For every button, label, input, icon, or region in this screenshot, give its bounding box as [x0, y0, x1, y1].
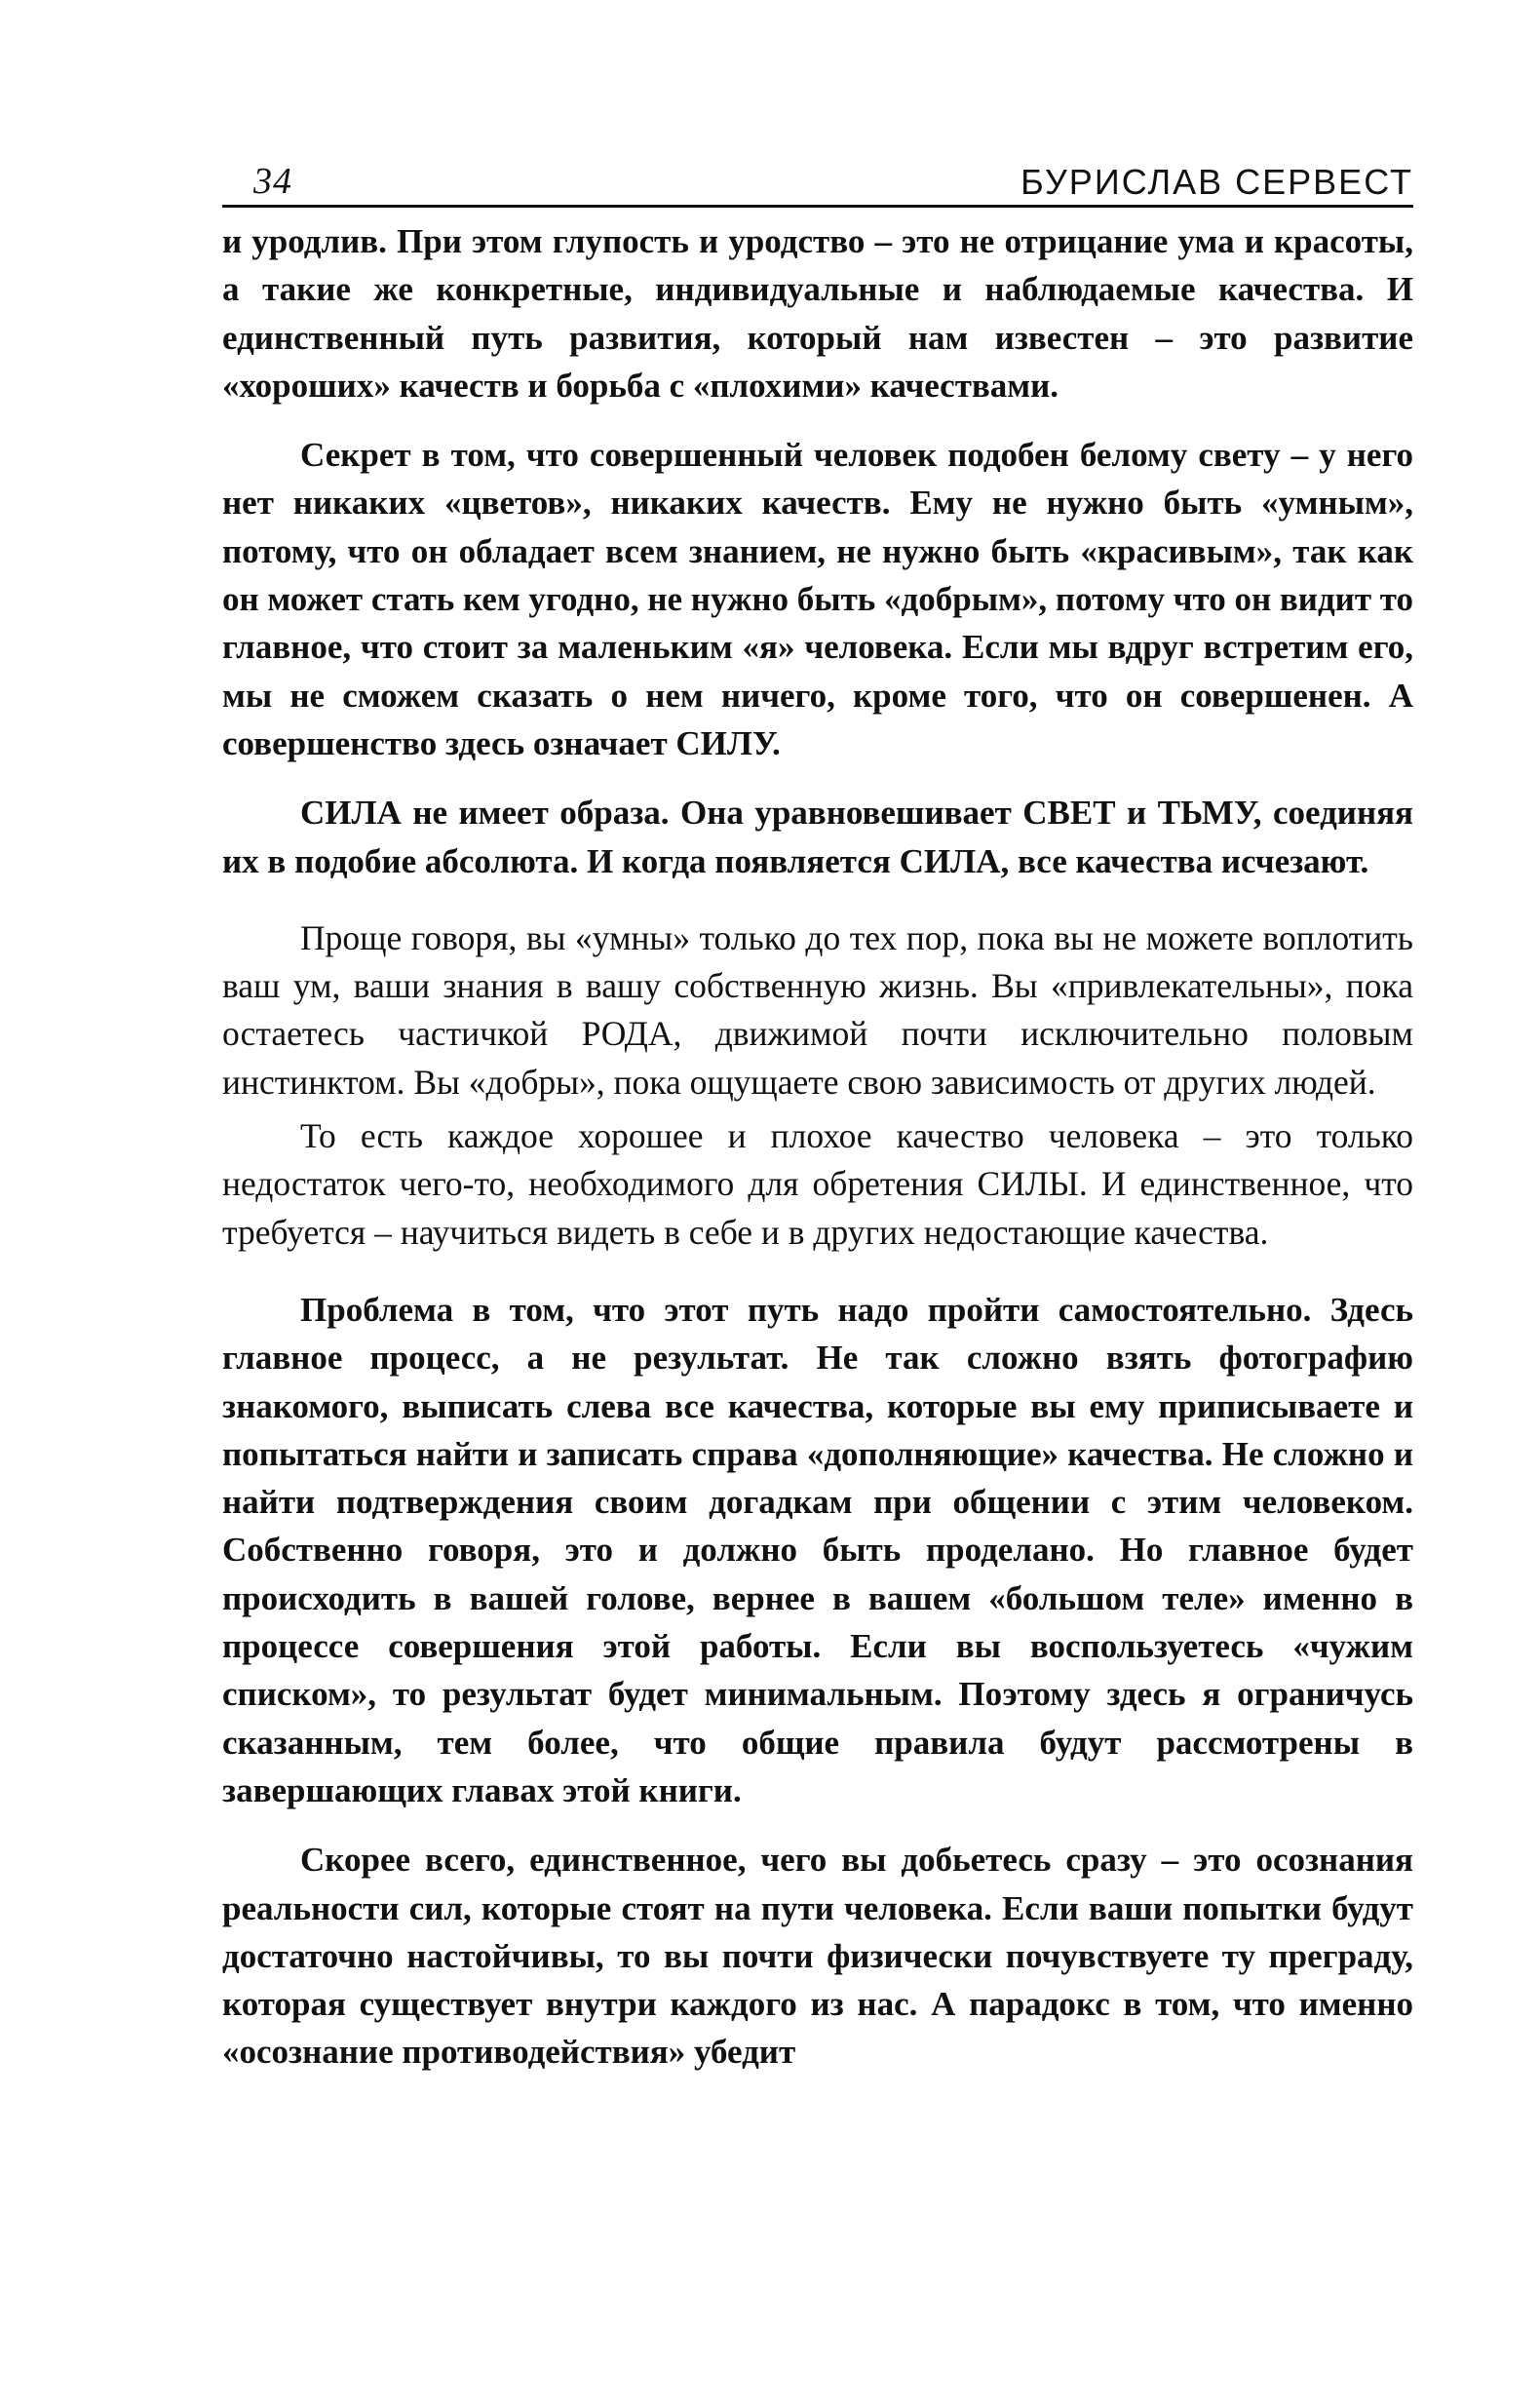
paragraph-sila: СИЛА не имеет образа. Она уравновешивает СВЕТ и ТЬМУ, соединяя их в подобие абсолюта. И когда появляется СИЛА, все качества исчезают. — [222, 794, 1413, 880]
paragraph-simply-put: Проще говоря, вы «умны» только до тех пор, пока вы не можете воплотить ваш ум, ваши знания в вашу собственную жизнь. Вы «привлекательны», пока остаетесь частичкой РОДА, движимой почти исключительно половым инстинктом. Вы «добры», пока ощущаете свою зависимость от других людей. — [222, 917, 1413, 1102]
paragraph-each-quality: То есть каждое хорошее и плохое качество человека – это только недостаток чего-то, необходимого для обретения СИЛЫ. И единственное, что требуется – научиться видеть в себе и в других недостающие качества. — [222, 1116, 1413, 1252]
paragraph-problem: Проблема в том, что этот путь надо пройти самостоятельно. Здесь главное процесс, а не результат. Не так сложно взять фотографию знакомого, выписать слева все качества, которые вы ему приписываете и попытаться найти и записать справа «дополняющие» качества. Не сложно и найти подтверждения своим догадкам при общении с этим человеком. Собственно говоря, это и должно быть проделано. Но главное будет происходить в вашей голове, вернее в вашем «большом теле» именно в процессе совершения этой работы. Если вы воспользуетесь «чужим списком», то результат будет минимальным. Поэтому здесь я ограничусь сказанным, тем более, что общие правила будут рассмотрены в завершающих главах этой книги. — [222, 1290, 1413, 1809]
running-header — [222, 146, 1413, 208]
body-text — [222, 217, 1413, 2077]
header-author: БУРИСЛАВ СЕРВЕСТ — [1020, 162, 1413, 202]
page-number: 34 — [253, 161, 292, 202]
book-page — [222, 146, 1413, 2077]
paragraph-most-likely: Скорее всего, единственное, чего вы добьетесь сразу – это осознания реальности сил, которые стоят на пути человека. Если ваши попытки будут достаточно настойчивы, то вы почти физически почувствуете ту преграду, которая существует внутри каждого из нас. А парадокс в том, что именно «осознание противодействия» убедит — [222, 1841, 1413, 2072]
paragraph-continuation: и уродлив. При этом глупость и уродство – это не отрицание ума и красоты, а такие же конкретные, индивидуальные и наблюдаемые качества. И единственный путь развития, который нам известен – это развитие «хороших» качеств и борьба с «плохими» качествами. — [222, 222, 1413, 405]
paragraph-secret: Секрет в том, что совершенный человек подобен белому свету – у него нет никаких «цветов», никаких качеств. Ему не нужно быть «умным», потому, что он обладает всем знанием, не нужно быть «красивым», так как он может стать кем угодно, не нужно быть «добрым», потому что он видит то главное, что стоит за маленьким «я» человека. Если мы вдруг встретим его, мы не сможем сказать о нем ничего, кроме того, что он совершенен. А совершенство здесь означает СИЛУ. — [222, 436, 1413, 762]
